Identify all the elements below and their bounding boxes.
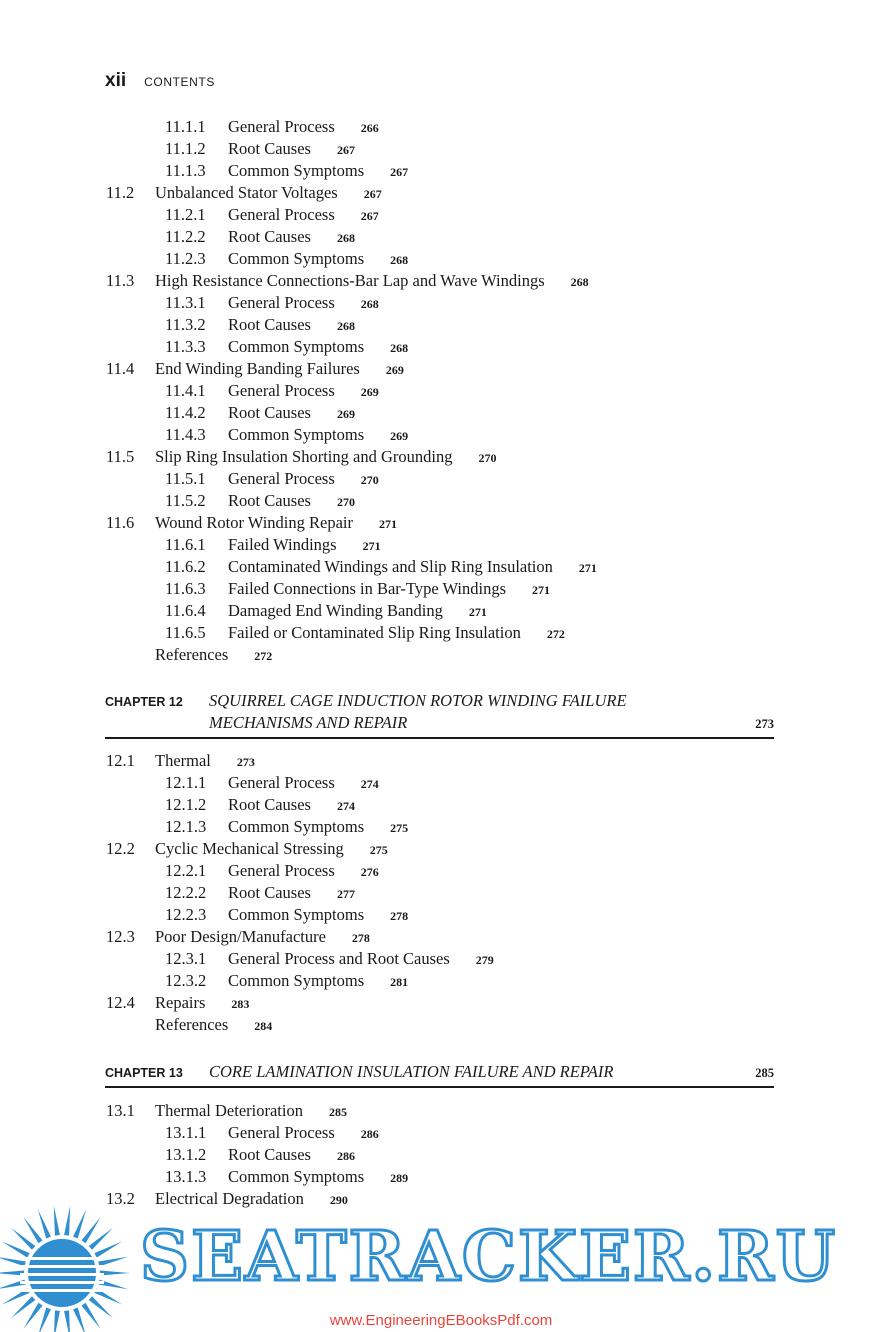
toc-entry-number: 11.5 (106, 447, 135, 466)
toc-entry-title: References (155, 645, 229, 664)
toc-entry-page: 269 (385, 363, 404, 377)
toc-entry-number: 11.2.3 (165, 249, 206, 268)
toc-entry-page: 268 (570, 275, 589, 289)
toc-entry-title: General Process (228, 381, 335, 400)
toc-entry-title-wrap (228, 622, 565, 645)
toc-entry-title: Wound Rotor Winding Repair (155, 513, 353, 532)
toc-entry-page: 290 (329, 1193, 348, 1207)
toc-entry-page: 279 (475, 953, 494, 967)
toc-entry-title-wrap (228, 882, 355, 905)
toc-entry-number: 11.1.1 (165, 117, 206, 136)
toc-entry-title-wrap (228, 534, 381, 557)
toc-entry-title-wrap (155, 838, 388, 861)
toc-entry-page: 271 (578, 561, 597, 575)
toc-entry-title-wrap (228, 248, 408, 271)
toc-entry-page: 286 (360, 1127, 379, 1141)
toc-entry-title-wrap (228, 138, 355, 161)
toc-entry-title: Common Symptoms (228, 425, 365, 444)
toc-entry-page: 278 (351, 931, 370, 945)
toc-entry-page: 267 (390, 165, 409, 179)
toc-entry-page: 284 (254, 1019, 273, 1033)
toc-entry-page: 272 (254, 649, 273, 663)
toc-entry-title-wrap (228, 970, 408, 993)
toc-entry-page: 286 (336, 1149, 355, 1163)
toc-entry-title: Failed Connections in Bar-Type Windings (228, 579, 507, 598)
toc-entry-title: Root Causes (228, 883, 311, 902)
toc-entry-title-wrap (228, 424, 408, 447)
toc-entry-number: 12.2.2 (165, 883, 207, 902)
toc-entry-title-wrap (228, 1166, 408, 1189)
toc-entry-page: 268 (336, 231, 355, 245)
toc-entry-title: Common Symptoms (228, 161, 365, 180)
toc-entry-title-wrap (155, 446, 496, 469)
toc-entry-title: General Process (228, 205, 335, 224)
toc-entry-page: 268 (390, 341, 409, 355)
toc-entry-number: 11.1.2 (165, 139, 206, 158)
toc-entry-page: 271 (532, 583, 551, 597)
toc-entry-title-wrap (228, 1144, 355, 1167)
toc-entry-page: 270 (336, 495, 355, 509)
toc-entry-title-wrap (155, 512, 397, 535)
toc-entry-title-wrap (228, 380, 379, 403)
toc-entry-number: 11.6 (106, 513, 135, 532)
toc-entry-number: 11.5.1 (165, 469, 206, 488)
toc-entry-title: General Process (228, 469, 335, 488)
toc-entry-number: 11.6.2 (165, 557, 206, 576)
toc-entry-title-wrap (155, 992, 249, 1015)
toc-entry-title-wrap (228, 860, 379, 883)
toc-entry-number: 11.3.1 (165, 293, 206, 312)
sun-stripe (20, 1281, 104, 1284)
sun-stripe (20, 1273, 104, 1276)
toc-entry-title-wrap (155, 182, 382, 205)
toc-entry-number: 11.1.3 (165, 161, 206, 180)
toc-entry-page: 281 (390, 975, 409, 989)
toc-entry-page: 272 (546, 627, 565, 641)
toc-entry-title-wrap (228, 204, 379, 227)
toc-entry-title: References (155, 1015, 229, 1034)
toc-entry-title: High Resistance Connections-Bar Lap and Wave Windings (155, 271, 545, 290)
toc-entry-title: Root Causes (228, 491, 311, 510)
toc-entry-number: 12.1.3 (165, 817, 207, 836)
toc-entry-number: 11.3.3 (165, 337, 206, 356)
toc-entry-number: 13.1.1 (165, 1123, 207, 1142)
toc-entry-title-wrap (228, 402, 355, 425)
toc-entry-number: 11.5.2 (165, 491, 206, 510)
toc-entry-page: 274 (360, 777, 379, 791)
toc-entry-page: 285 (328, 1105, 347, 1119)
toc-entry-number: 12.1.2 (165, 795, 207, 814)
toc-entry-title: General Process (228, 117, 335, 136)
toc-entry-page: 269 (336, 407, 355, 421)
toc-entry-title-wrap (228, 578, 550, 601)
toc-entry-title-wrap (228, 904, 408, 927)
toc-entry-title: Root Causes (228, 403, 311, 422)
toc-entry-number: 13.2 (106, 1189, 135, 1208)
toc-entry-number: 13.1.3 (165, 1167, 207, 1186)
toc-entry-title-wrap (228, 772, 379, 795)
sun-ray (100, 1270, 130, 1275)
toc-entry-title: Common Symptoms (228, 817, 365, 836)
toc-entry-title: Common Symptoms (228, 1167, 365, 1186)
toc-entry-title-wrap (228, 116, 379, 139)
page-number: xii (105, 70, 127, 91)
chapter-page: 273 (755, 717, 774, 731)
toc-entry-title-wrap (155, 644, 272, 667)
toc-entry-number: 12.1 (106, 751, 135, 770)
toc-entry-title-wrap (228, 314, 355, 337)
chapter-rule (105, 1086, 774, 1088)
toc-entry-number: 11.6.5 (165, 623, 206, 642)
toc-entry-title: Thermal Deterioration (155, 1101, 303, 1120)
toc-entry-title: General Process (228, 773, 335, 792)
chapter-title-line2: MECHANISMS AND REPAIR (209, 713, 408, 732)
toc-entry-page: 268 (336, 319, 355, 333)
toc-entry-title: Common Symptoms (228, 249, 365, 268)
toc-entry-page: 269 (390, 429, 409, 443)
toc-entry-title-wrap (155, 1100, 347, 1123)
toc-entry-title: Poor Design/Manufacture (155, 927, 326, 946)
toc-entry-title-wrap (228, 468, 379, 491)
toc-entry-title: General Process and Root Causes (228, 949, 450, 968)
toc-entry-title-wrap (228, 160, 408, 183)
toc-entry-title-wrap (228, 600, 487, 623)
toc-entry-title-wrap (228, 556, 597, 579)
toc-entry-title: Unbalanced Stator Voltages (155, 183, 338, 202)
toc-entry-page: 269 (360, 385, 379, 399)
toc-entry-title-wrap (228, 816, 408, 839)
sun-ray (2, 1241, 30, 1257)
toc-entry-number: 12.3.2 (165, 971, 207, 990)
toc-entry-title: Cyclic Mechanical Stressing (155, 839, 344, 858)
toc-entry-number: 12.1.1 (165, 773, 207, 792)
toc-entry-number: 12.2 (106, 839, 135, 858)
sun-ray (54, 1205, 60, 1235)
toc-entry-title: General Process (228, 293, 335, 312)
toc-entry-title-wrap (228, 226, 355, 249)
toc-entry-title-wrap (155, 750, 255, 773)
toc-entry-title: Damaged End Winding Banding (228, 601, 443, 620)
toc-entry-page: 275 (369, 843, 388, 857)
sun-stripe (20, 1265, 104, 1268)
toc-entry-title: Failed or Contaminated Slip Ring Insulation (228, 623, 521, 642)
toc-entry-page: 274 (336, 799, 355, 813)
toc-entry-title-wrap (228, 292, 379, 315)
toc-entry-page: 276 (360, 865, 379, 879)
chapter-title-line1: SQUIRREL CAGE INDUCTION ROTOR WINDING FAILURE (209, 691, 627, 710)
toc-entry-number: 11.6.1 (165, 535, 206, 554)
toc-entry-title: Slip Ring Insulation Shorting and Grounding (155, 447, 453, 466)
toc-entry-number: 11.2.2 (165, 227, 206, 246)
running-title: CONTENTS (144, 75, 215, 89)
sun-ray (73, 1209, 86, 1238)
sun-stripe (20, 1257, 104, 1260)
toc-entry-page: 278 (390, 909, 409, 923)
toc-entry-number: 12.2.1 (165, 861, 207, 880)
toc-entry-page: 277 (336, 887, 355, 901)
sun-ray (94, 1241, 122, 1257)
toc-entry-number: 11.3.2 (165, 315, 206, 334)
toc-entry-title-wrap (228, 794, 355, 817)
toc-entry-number: 12.3.1 (165, 949, 207, 968)
toc-entry-page: 270 (478, 451, 497, 465)
toc-entry-page: 271 (362, 539, 381, 553)
toc-entry-title-wrap (228, 948, 494, 971)
toc-entry-number: 13.1 (106, 1101, 135, 1120)
toc-entry-title-wrap (155, 270, 589, 293)
toc-entry-title: Root Causes (228, 227, 311, 246)
toc-entry-number: 12.4 (106, 993, 135, 1012)
toc-entry-number: 11.4.3 (165, 425, 206, 444)
running-header (105, 70, 215, 94)
watermark-url: www.EngineeringEBooksPdf.com (329, 1312, 553, 1329)
toc-entry-number: 13.1.2 (165, 1145, 207, 1164)
toc-entry-number: 11.4.1 (165, 381, 206, 400)
toc-entry-title: Common Symptoms (228, 971, 365, 990)
toc-entry-title: General Process (228, 1123, 335, 1142)
chapter-label: CHAPTER 12 (105, 695, 183, 709)
toc-entry-page: 275 (390, 821, 409, 835)
toc-entry-title: Contaminated Windings and Slip Ring Insulation (228, 557, 553, 576)
toc-entry-page: 267 (336, 143, 355, 157)
toc-entry-title: Thermal (155, 751, 211, 770)
toc-entry-title: End Winding Banding Failures (155, 359, 360, 378)
sun-ray (38, 1209, 51, 1238)
toc-entry-page: 267 (363, 187, 382, 201)
toc-entry-title: General Process (228, 861, 335, 880)
toc-entry-title-wrap (155, 358, 404, 381)
toc-entry-page: 268 (360, 297, 379, 311)
toc-entry-number: 11.3 (106, 271, 135, 290)
toc-entry-page: 271 (468, 605, 487, 619)
chapter-label: CHAPTER 13 (105, 1066, 183, 1080)
toc-entry-page: 289 (390, 1171, 409, 1185)
toc-entry-title: Repairs (155, 993, 206, 1012)
chapter-page: 285 (755, 1066, 774, 1080)
toc-entry-page: 268 (390, 253, 409, 267)
sun-ray (64, 1205, 70, 1235)
toc-entry-title: Root Causes (228, 315, 311, 334)
toc-entry-title: Electrical Degradation (155, 1189, 304, 1208)
toc-entry-title-wrap (155, 1014, 272, 1037)
toc-entry-number: 12.2.3 (165, 905, 207, 924)
toc-entry-title: Failed Windings (228, 535, 337, 554)
toc-entry-title: Root Causes (228, 139, 311, 158)
chapter-13-heading (105, 1061, 774, 1089)
toc-entry-number: 11.6.3 (165, 579, 206, 598)
toc-entry-number: 11.4 (106, 359, 135, 378)
toc-entry-title: Root Causes (228, 795, 311, 814)
toc-entry-number: 11.6.4 (165, 601, 206, 620)
toc-entry-number: 12.3 (106, 927, 135, 946)
toc-entry-title-wrap (228, 336, 408, 359)
sun-stripe (20, 1289, 104, 1292)
toc-entry-title-wrap (155, 926, 370, 949)
toc-entry-number: 11.2 (106, 183, 135, 202)
toc-entry-title: Common Symptoms (228, 905, 365, 924)
toc-entry-number: 11.4.2 (165, 403, 206, 422)
chapter-title: CORE LAMINATION INSULATION FAILURE AND REPAIR (209, 1062, 614, 1081)
toc-entry-page: 273 (236, 755, 255, 769)
chapter-12-heading (105, 690, 774, 740)
toc-entry-number: 11.2.1 (165, 205, 206, 224)
toc-entry-title: Root Causes (228, 1145, 311, 1164)
chapter-rule (105, 737, 774, 739)
toc-entry-page: 270 (360, 473, 379, 487)
toc-entry-page: 271 (378, 517, 397, 531)
toc-entry-title: Common Symptoms (228, 337, 365, 356)
toc-entry-page: 266 (360, 121, 379, 135)
toc-entry-title-wrap (228, 490, 355, 513)
toc-entry-title-wrap (228, 1122, 379, 1145)
toc-entry-page: 283 (231, 997, 250, 1011)
watermark-text: SEATRACKER.RU (140, 1217, 837, 1297)
toc-entry-page: 267 (360, 209, 379, 223)
